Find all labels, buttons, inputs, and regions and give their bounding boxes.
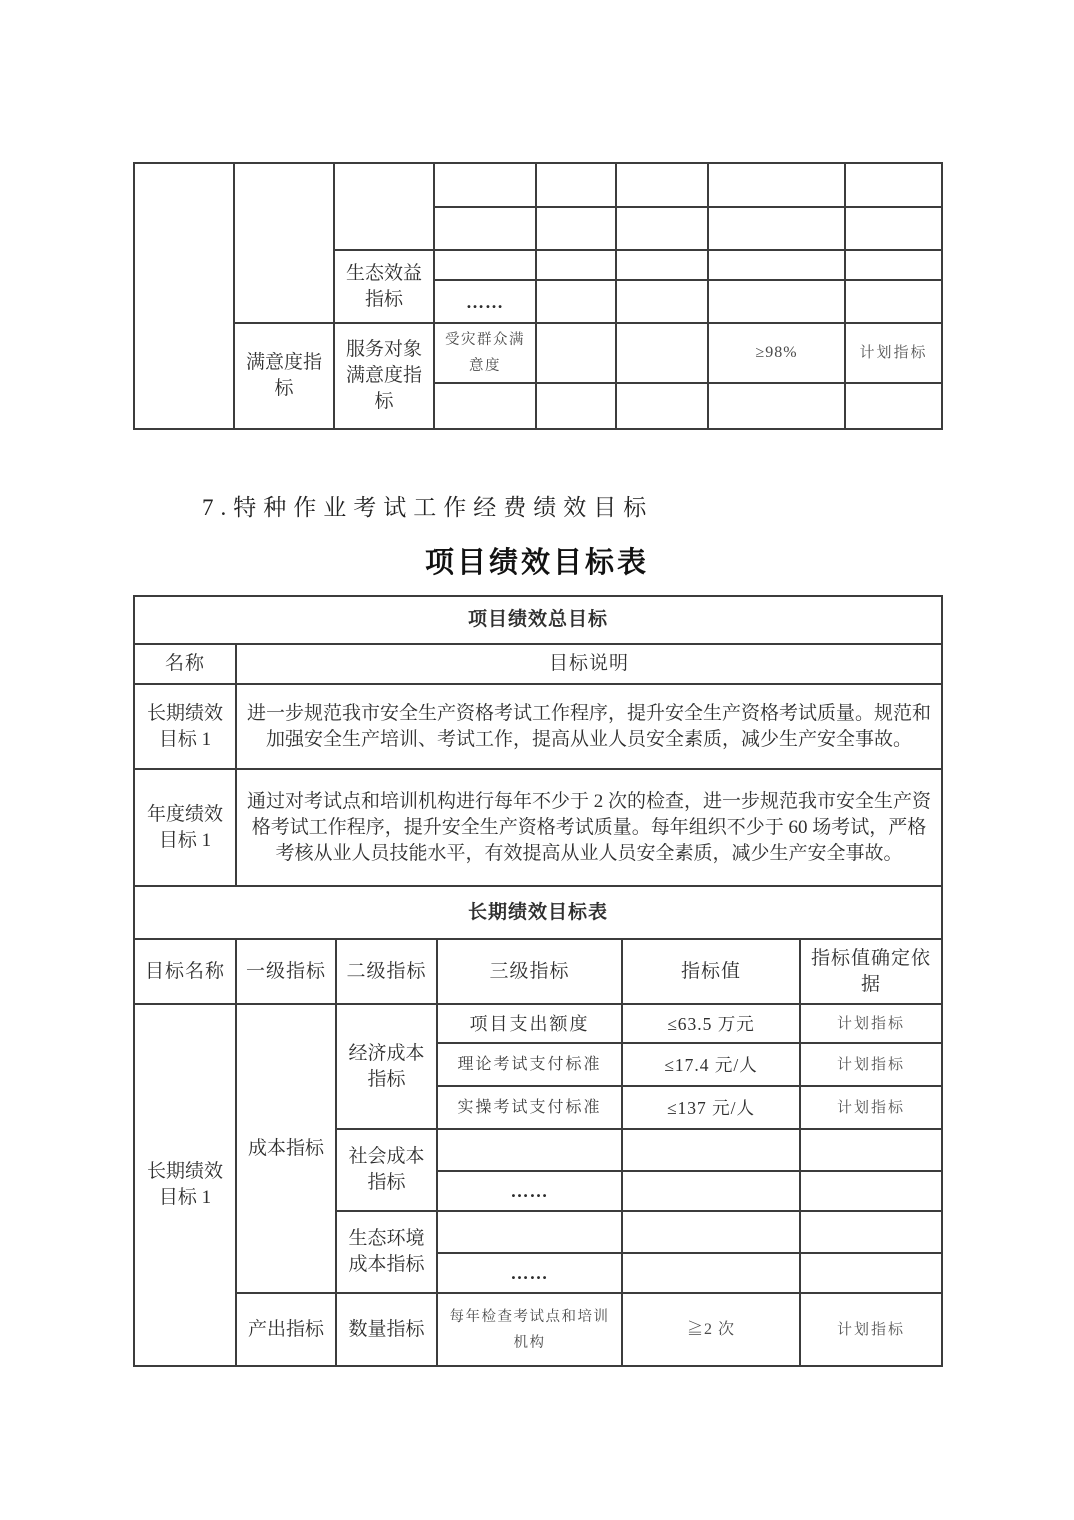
cell-empty (536, 163, 616, 207)
continuation-table (133, 162, 943, 430)
cell-col-name: 名称 (134, 644, 236, 684)
cell-indicator-inspection: 每年检查考试点和培训机构 (437, 1293, 622, 1366)
cell-empty (434, 163, 536, 207)
cell-empty (616, 250, 708, 280)
cell-goal-name: 长期绩效目标 1 (134, 1004, 236, 1366)
cell-empty (622, 1253, 800, 1293)
cell-annual-goal-name: 年度绩效目标 1 (134, 769, 236, 886)
cell-eco-env-cost-label: 生态环境成本指标 (336, 1211, 437, 1293)
cell-indicator-expense: 项目支出额度 (437, 1004, 622, 1043)
cell-empty (845, 163, 942, 207)
cell-victim-satisfaction-basis: 计划指标 (845, 323, 942, 383)
cell-empty (845, 250, 942, 280)
cell-social-cost-label: 社会成本指标 (336, 1129, 437, 1211)
cell-empty (622, 1211, 800, 1253)
cell-ellipsis: …… (434, 280, 536, 323)
cell-empty (708, 280, 845, 323)
cell-value-theory: ≤17.4 元/人 (622, 1043, 800, 1086)
cell-satisfaction-label: 满意度指标 (234, 323, 334, 429)
cell-victim-satisfaction-value: ≥98% (708, 323, 845, 383)
cell-eco-benefit-label: 生态效益指标 (334, 250, 434, 323)
cell-victim-satisfaction-label: 受灾群众满意度 (434, 323, 536, 383)
cell-empty (437, 1211, 622, 1253)
cell-empty (434, 383, 536, 429)
cell-value-expense: ≤63.5 万元 (622, 1004, 800, 1043)
cell-empty (845, 207, 942, 250)
cell-empty (708, 163, 845, 207)
cell-empty (616, 207, 708, 250)
cell-annual-goal-desc: 通过对考试点和培训机构进行每年不少于 2 次的检查，进一步规范我市安全生产资格考试工作程序，提升安全生产资格考试质量。每年组织不少于 60 场考试，严格考核从业人员技能水平，有效提高从业人员安全素质，减少生产安全事故。 (236, 769, 942, 886)
cell-cost-label: 成本指标 (236, 1004, 336, 1293)
cell-ellipsis: …… (437, 1171, 622, 1211)
cell-empty (616, 323, 708, 383)
cell-empty (536, 207, 616, 250)
cell-header-level2: 二级指标 (336, 939, 437, 1004)
cell-quantity-label: 数量指标 (336, 1293, 437, 1366)
cell-empty (708, 207, 845, 250)
cell-basis-expense: 计划指标 (800, 1004, 942, 1043)
section-heading: 7.特种作业考试工作经费绩效目标 (202, 495, 654, 520)
cell-goal-empty (134, 163, 234, 429)
page-title: 项目绩效目标表 (424, 547, 649, 579)
cell-empty (622, 1129, 800, 1171)
cell-longterm-goal-desc: 进一步规范我市安全生产资格考试工作程序，提升安全生产资格考试质量。规范和加强安全生产培训、考试工作，提高从业人员安全素质，减少生产安全事故。 (236, 684, 942, 769)
cell-level2-empty (334, 163, 434, 250)
cell-overall-header: 项目绩效总目标 (134, 596, 942, 644)
cell-level1-empty (234, 163, 334, 323)
cell-header-basis: 指标值确定依据 (800, 939, 942, 1004)
cell-longterm-table-header: 长期绩效目标表 (134, 886, 942, 939)
cell-header-value: 指标值 (622, 939, 800, 1004)
cell-empty (434, 250, 536, 280)
cell-empty (845, 280, 942, 323)
cell-empty (616, 163, 708, 207)
cell-basis-inspection: 计划指标 (800, 1293, 942, 1366)
cell-service-target-label: 服务对象满意度指标 (334, 323, 434, 429)
cell-header-level1: 一级指标 (236, 939, 336, 1004)
cell-ellipsis: …… (437, 1253, 622, 1293)
cell-output-label: 产出指标 (236, 1293, 336, 1366)
cell-longterm-goal-name: 长期绩效目标 1 (134, 684, 236, 769)
cell-empty (708, 383, 845, 429)
cell-empty (800, 1253, 942, 1293)
cell-empty (800, 1211, 942, 1253)
cell-indicator-theory: 理论考试支付标准 (437, 1043, 622, 1086)
cell-value-inspection: ≧2 次 (622, 1293, 800, 1366)
cell-empty (437, 1129, 622, 1171)
cell-empty (536, 383, 616, 429)
cell-empty (616, 383, 708, 429)
cell-empty (622, 1171, 800, 1211)
cell-header-level3: 三级指标 (437, 939, 622, 1004)
project-target-table (133, 595, 943, 1367)
cell-empty (536, 323, 616, 383)
cell-col-desc: 目标说明 (236, 644, 942, 684)
cell-empty (536, 280, 616, 323)
cell-basis-theory: 计划指标 (800, 1043, 942, 1086)
cell-header-goal-name: 目标名称 (134, 939, 236, 1004)
cell-empty (800, 1171, 942, 1211)
cell-empty (708, 250, 845, 280)
cell-econ-cost-label: 经济成本指标 (336, 1004, 437, 1129)
cell-value-practical: ≤137 元/人 (622, 1086, 800, 1129)
cell-empty (800, 1129, 942, 1171)
cell-empty (616, 280, 708, 323)
cell-empty (845, 383, 942, 429)
cell-empty (434, 207, 536, 250)
cell-empty (536, 250, 616, 280)
cell-basis-practical: 计划指标 (800, 1086, 942, 1129)
cell-indicator-practical: 实操考试支付标准 (437, 1086, 622, 1129)
